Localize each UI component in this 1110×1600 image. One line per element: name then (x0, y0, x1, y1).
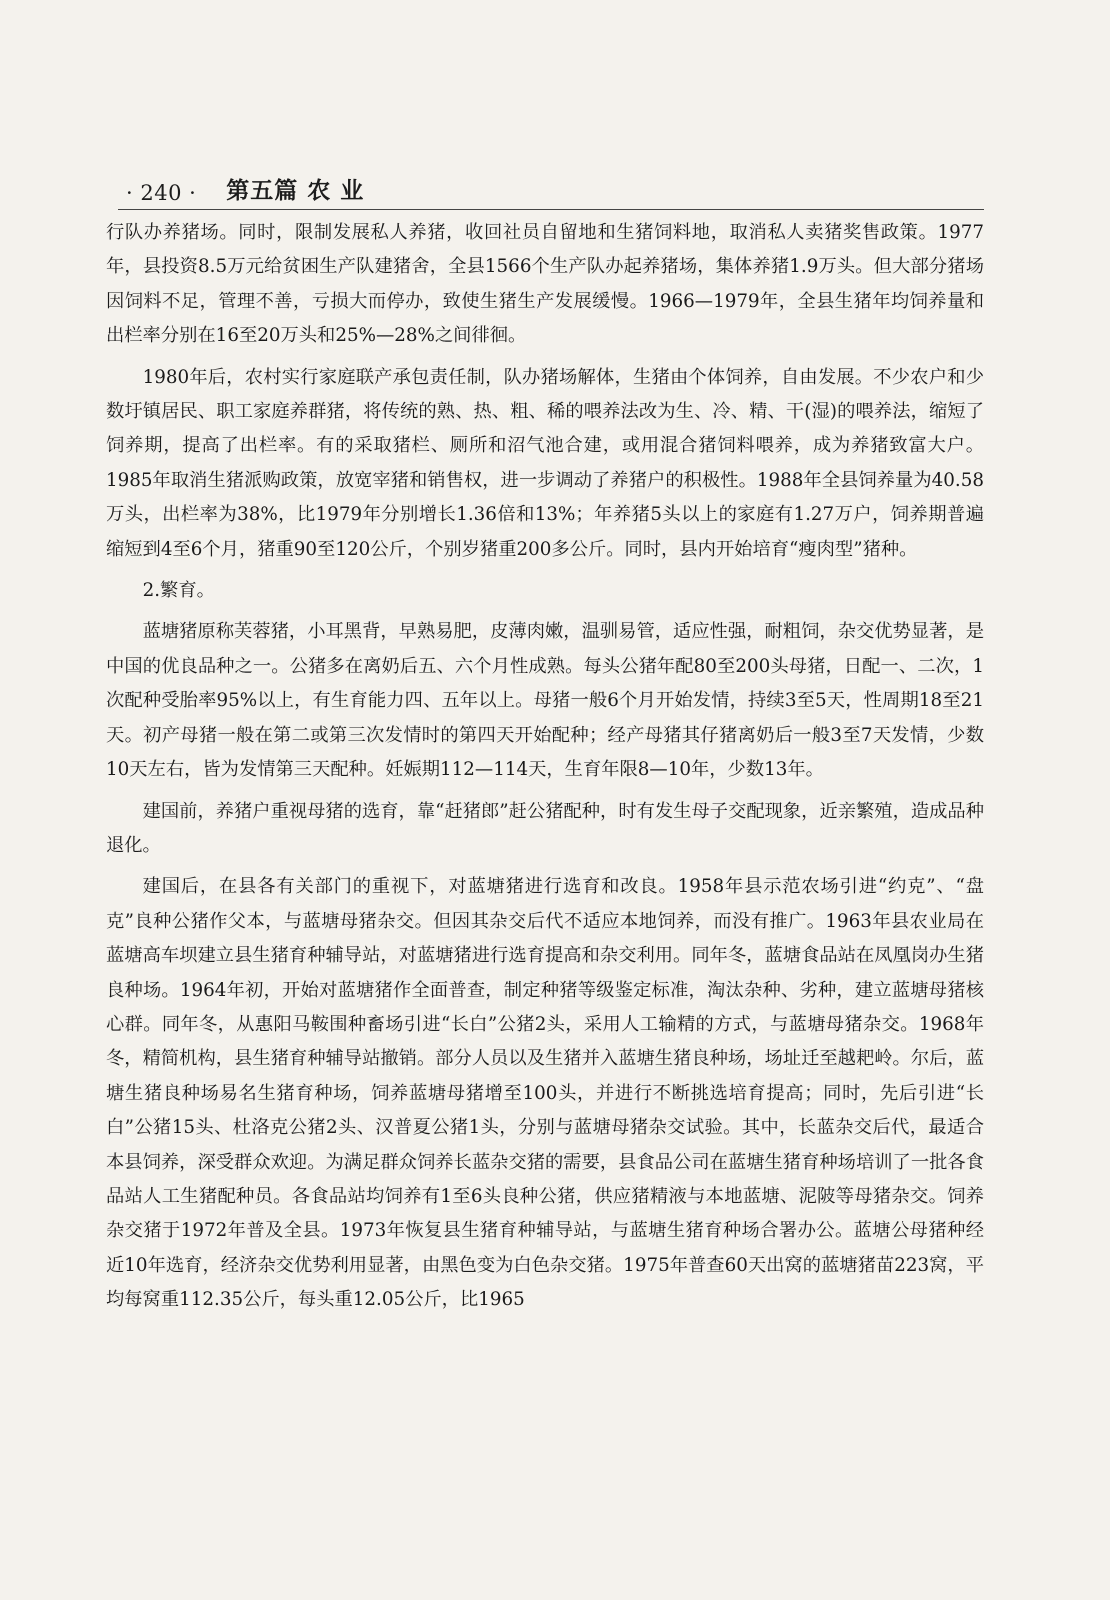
page-header (126, 165, 364, 205)
paragraph: 建国后，在县各有关部门的重视下，对蓝塘猪进行选育和改良。1958年县示范农场引进“约克”、“盘克”良种公猪作父本，与蓝塘母猪杂交。但因其杂交后代不适应本地饲养，而没有推广。1963年县农业局在蓝塘高车坝建立县生猪育种辅导站，对蓝塘猪进行选育提高和杂交利用。同年冬，蓝塘食品站在凤凰岗办生猪良种场。1964年初，开始对蓝塘猪作全面普查，制定种猪等级鉴定标准，淘汰杂种、劣种，建立蓝塘母猪核心群。同年冬，从惠阳马鞍围种畜场引进“长白”公猪2头，采用人工输精的方式，与蓝塘母猪杂交。1968年冬，精简机构，县生猪育种辅导站撤销。部分人员以及生猪并入蓝塘生猪良种场，场址迁至越耙岭。尔后，蓝塘生猪良种场易名生猪育种场，饲养蓝塘母猪增至100头，并进行不断挑选培育提高；同时，先后引进“长白”公猪15头、杜洛克公猪2头、汉普夏公猪1头，分别与蓝塘母猪杂交试验。其中，长蓝杂交后代，最适合本县饲养，深受群众欢迎。为满足群众饲养长蓝杂交猪的需要，县食品公司在蓝塘生猪育种场培训了一批各食品站人工生猪配种员。各食品站均饲养有1至6头良种公猪，供应猪精液与本地蓝塘、泥陂等母猪杂交。饲养杂交猪于1972年普及全县。1973年恢复县生猪育种辅导站，与蓝塘生猪育种场合署办公。蓝塘公母猪种经近10年选育，经济杂交优势利用显著，由黑色变为白色杂交猪。1975年普查60天出窝的蓝塘猪苗223窝，平均每窝重112.35公斤，每头重12.05公斤，比1965 (106, 876, 984, 1311)
body-text (106, 216, 984, 1325)
section-title: 第五篇 农 业 (226, 178, 365, 204)
subsection-heading: 2.繁育。 (142, 580, 215, 602)
paragraph: 建国前，养猪户重视母猪的选育，靠“赶猪郎”赶公猪配种，时有发生母子交配现象，近亲繁殖，造成品种退化。 (106, 800, 984, 856)
header-divider (118, 209, 984, 210)
paragraph-continuation: 行队办养猪场。同时，限制发展私人养猪，收回社员自留地和生猪饲料地，取消私人卖猪奖售政策。1977年，县投资8.5万元给贫困生产队建猪舍，全县1566个生产队办起养猪场，集体养猪1.9万头。但大部分猪场因饲料不足，管理不善，亏损大而停办，致使生猪生产发展缓慢。1966—1979年，全县生猪年均饲养量和出栏率分别在16至20万头和25%—28%之间徘徊。 (106, 222, 984, 347)
paragraph: 蓝塘猪原称芙蓉猪，小耳黑背，早熟易肥，皮薄肉嫩，温驯易管，适应性强，耐粗饲，杂交优势显著，是中国的优良品种之一。公猪多在离奶后五、六个月性成熟。每头公猪年配80至200头母猪，日配一、二次，1次配种受胎率95%以上，有生育能力四、五年以上。母猪一般6个月开始发情，持续3至5天，性周期18至21天。初产母猪一般在第二或第三次发情时的第四天开始配种；经产母猪其仔猪离奶后一般3至7天发情，少数10天左右，皆为发情第三天配种。妊娠期112—114天，生育年限8—10年，少数13年。 (106, 621, 984, 781)
paragraph: 1980年后，农村实行家庭联产承包责任制，队办猪场解体，生猪由个体饲养，自由发展。不少农户和少数圩镇居民、职工家庭养群猪，将传统的熟、热、粗、稀的喂养法改为生、冷、精、干(湿)的喂养法，缩短了饲养期，提高了出栏率。有的采取猪栏、厕所和沼气池合建，或用混合猪饲料喂养，成为养猪致富大户。1985年取消生猪派购政策，放宽宰猪和销售权，进一步调动了养猪户的积极性。1988年全县饲养量为40.58万头，出栏率为38%，比1979年分别增长1.36倍和13%；年养猪5头以上的家庭有1.27万户，饲养期普遍缩短到4至6个月，猪重90至120公斤，个别岁猪重200多公斤。同时，县内开始培育“瘦肉型”猪种。 (106, 366, 984, 560)
page-number: · 240 · (126, 181, 197, 205)
